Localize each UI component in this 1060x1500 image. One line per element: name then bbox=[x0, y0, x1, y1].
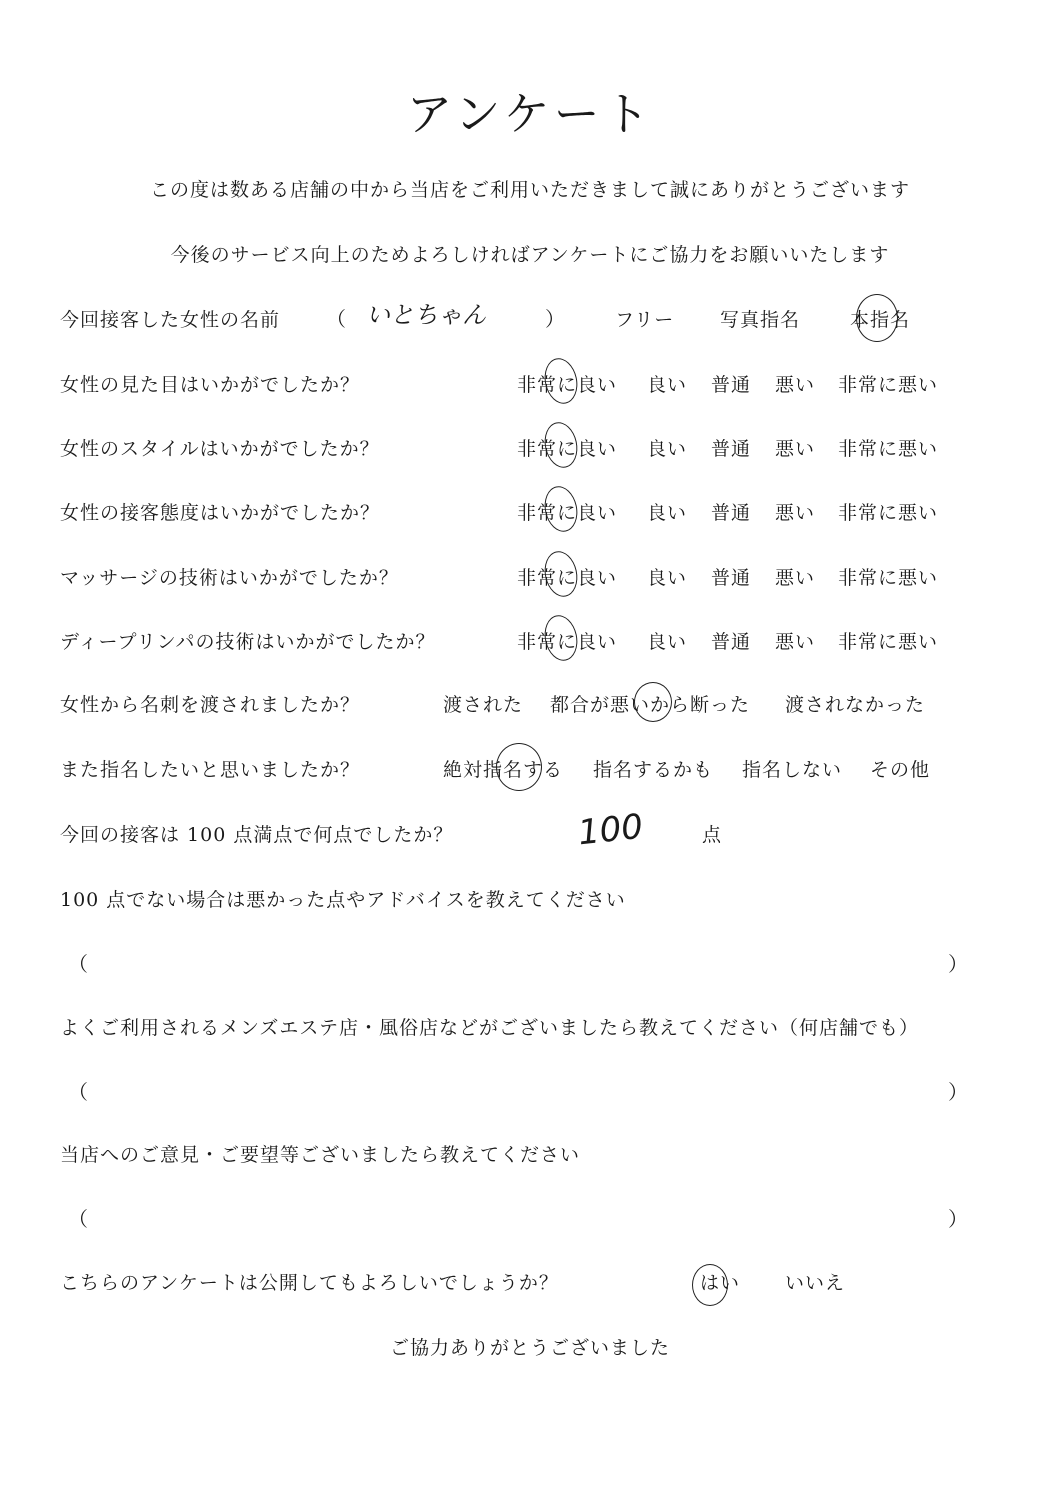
repeat-question: また指名したいと思いましたか？ bbox=[60, 759, 361, 781]
intro-line-1: この度は数ある店舗の中から当店をご利用いただきまして誠にありがとうございます bbox=[149, 179, 910, 201]
option-card-received[interactable]: 渡された bbox=[443, 694, 524, 716]
name-close-paren: ） bbox=[545, 307, 565, 331]
rating-question-deep-lymph: ディープリンパの技術はいかがでしたか？ bbox=[60, 631, 436, 653]
rating-option[interactable]: 良い bbox=[647, 631, 688, 653]
rating-option[interactable]: 普通 bbox=[711, 502, 752, 524]
opinion-question: 当店へのご意見・ご要望等ございましたら教えてください bbox=[60, 1144, 581, 1166]
rating-option[interactable]: 普通 bbox=[711, 438, 752, 460]
score-question: 今回の接客は 100 点満点で何点でしたか？ bbox=[60, 824, 454, 846]
rating-option[interactable]: 非常に良い bbox=[517, 631, 618, 653]
shops-question: よくご利用されるメンズエステ店・風俗店などがございましたら教えてください（何店舗でも） bbox=[60, 1017, 920, 1039]
rating-option[interactable]: 非常に悪い bbox=[838, 502, 939, 524]
name-question-label: 今回接客した女性の名前 bbox=[60, 309, 281, 331]
advice-close-paren: ） bbox=[948, 952, 968, 976]
advice-open-paren: （ bbox=[68, 952, 88, 976]
option-not-nominate[interactable]: 指名しない bbox=[742, 759, 843, 781]
shops-close-paren: ） bbox=[948, 1080, 968, 1104]
rating-option[interactable]: 良い bbox=[647, 374, 688, 396]
rating-option[interactable]: 非常に良い bbox=[517, 567, 618, 589]
option-free[interactable]: フリー bbox=[615, 309, 675, 331]
rating-option[interactable]: 非常に悪い bbox=[838, 374, 939, 396]
option-photo-nomination[interactable]: 写真指名 bbox=[720, 309, 801, 331]
publish-question: こちらのアンケートは公開してもよろしいでしょうか？ bbox=[60, 1272, 559, 1294]
opinion-open-paren: （ bbox=[68, 1207, 88, 1231]
rating-option[interactable]: 良い bbox=[647, 567, 688, 589]
rating-question-attitude: 女性の接客態度はいかがでしたか？ bbox=[60, 502, 381, 524]
rating-option[interactable]: 悪い bbox=[775, 374, 816, 396]
option-other[interactable]: その他 bbox=[870, 759, 931, 781]
rating-option[interactable]: 非常に良い bbox=[517, 438, 618, 460]
option-main-nomination[interactable]: 本指名 bbox=[850, 309, 911, 331]
name-open-paren: （ bbox=[326, 307, 346, 331]
rating-option[interactable]: 普通 bbox=[711, 567, 752, 589]
rating-option[interactable]: 非常に良い bbox=[517, 374, 618, 396]
rating-question-looks: 女性の見た目はいかがでしたか？ bbox=[60, 374, 361, 396]
rating-option[interactable]: 悪い bbox=[775, 502, 816, 524]
rating-option[interactable]: 非常に悪い bbox=[838, 438, 939, 460]
advice-question: 100 点でない場合は悪かった点やアドバイスを教えてください bbox=[60, 889, 626, 911]
survey-title: アンケート bbox=[406, 87, 654, 141]
score-answer[interactable]: 100 bbox=[576, 806, 645, 854]
name-answer[interactable]: いとちゃん bbox=[366, 301, 486, 329]
rating-option[interactable]: 良い bbox=[647, 438, 688, 460]
opinion-close-paren: ） bbox=[948, 1207, 968, 1231]
rating-option[interactable]: 良い bbox=[647, 502, 688, 524]
option-card-declined[interactable]: 都合が悪いから断った bbox=[550, 694, 751, 716]
rating-option[interactable]: 非常に悪い bbox=[838, 631, 939, 653]
shops-open-paren: （ bbox=[68, 1080, 88, 1104]
option-no[interactable]: いいえ bbox=[785, 1272, 846, 1294]
option-yes[interactable]: はい bbox=[700, 1272, 741, 1294]
rating-option[interactable]: 非常に良い bbox=[517, 502, 618, 524]
option-maybe-nominate[interactable]: 指名するかも bbox=[593, 759, 714, 781]
closing-message: ご協力ありがとうございました bbox=[389, 1337, 670, 1359]
rating-option[interactable]: 普通 bbox=[711, 374, 752, 396]
rating-option[interactable]: 普通 bbox=[711, 631, 752, 653]
rating-question-massage: マッサージの技術はいかがでしたか？ bbox=[60, 567, 399, 589]
rating-option[interactable]: 非常に悪い bbox=[838, 567, 939, 589]
rating-option[interactable]: 悪い bbox=[775, 567, 816, 589]
option-definitely-nominate[interactable]: 絶対指名する bbox=[443, 759, 564, 781]
rating-question-style: 女性のスタイルはいかがでしたか？ bbox=[60, 438, 380, 460]
intro-line-2: 今後のサービス向上のためよろしければアンケートにご協力をお願いいたします bbox=[170, 244, 890, 266]
option-card-not-received[interactable]: 渡されなかった bbox=[785, 694, 926, 716]
rating-option[interactable]: 悪い bbox=[775, 631, 816, 653]
card-question: 女性から名刺を渡されましたか？ bbox=[60, 694, 361, 716]
score-unit: 点 bbox=[702, 824, 723, 846]
rating-option[interactable]: 悪い bbox=[775, 438, 816, 460]
